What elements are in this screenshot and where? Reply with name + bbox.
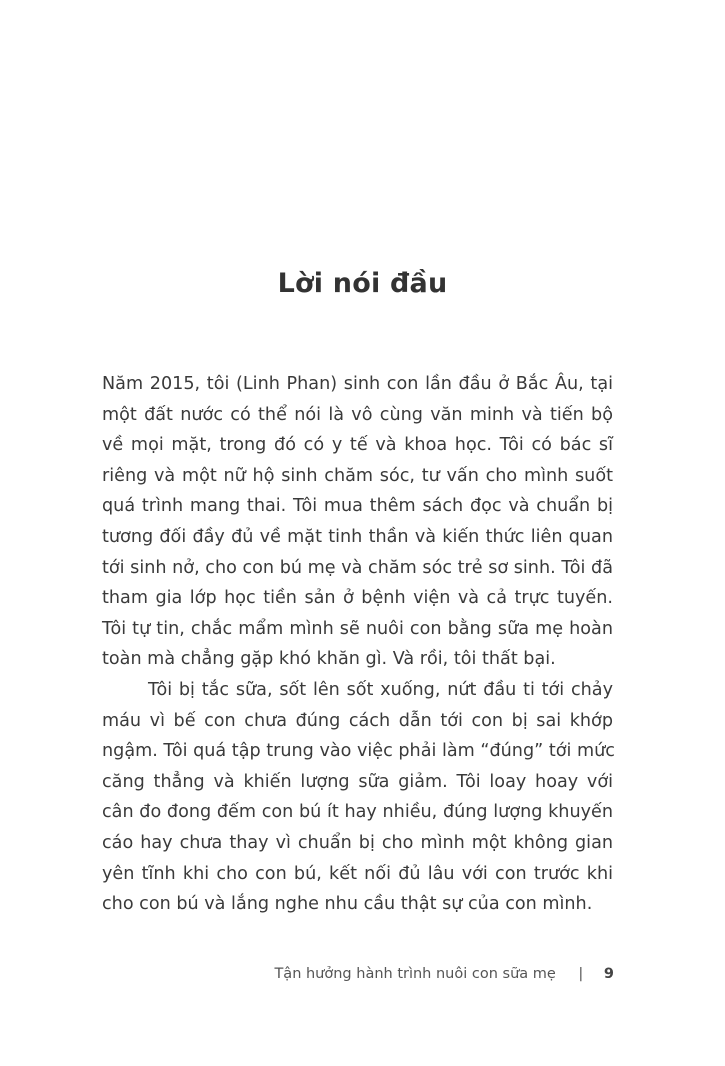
text-line: yên tĩnh khi cho con bú, kết nối đủ lâu với con trước khi: [102, 863, 613, 884]
text-line: tham gia lớp học tiền sản ở bệnh viện và cả trực tuyến.: [102, 588, 613, 609]
text-line: cáo hay chưa thay vì chuẩn bị cho mình một không gian: [102, 832, 613, 853]
text-line: Tôi bị tắc sữa, sốt lên sốt xuống, nứt đầu ti tới chảy: [148, 679, 613, 700]
text-line: toàn mà chẳng gặp khó khăn gì. Và rồi, tôi thất bại.: [102, 649, 556, 670]
chapter-body: [102, 369, 613, 920]
text-line: căng thẳng và khiến lượng sữa giảm. Tôi loay hoay với: [102, 771, 613, 792]
text-line: cân đo đong đếm con bú ít hay nhiều, đúng lượng khuyến: [102, 802, 613, 823]
text-line: tới sinh nở, cho con bú mẹ và chăm sóc trẻ sơ sinh. Tôi đã: [102, 557, 613, 578]
running-title: Tận hưởng hành trình nuôi con sữa mẹ: [274, 966, 556, 982]
page-footer: [274, 966, 614, 982]
text-line: quá trình mang thai. Tôi mua thêm sách đọc và chuẩn bị: [102, 496, 613, 517]
footer-separator: |: [578, 966, 584, 982]
page-number: 9: [603, 966, 614, 982]
paragraph-2: [102, 675, 613, 920]
chapter-title: Lời nói đầu: [277, 268, 448, 300]
text-line: Năm 2015, tôi (Linh Phan) sinh con lần đầu ở Bắc Âu, tại: [102, 374, 613, 394]
text-line: máu vì bế con chưa đúng cách dẫn tới con bị sai khớp: [102, 710, 613, 731]
text-line: Tôi tự tin, chắc mẩm mình sẽ nuôi con bằng sữa mẹ hoàn: [102, 618, 613, 639]
text-line: ngậm. Tôi quá tập trung vào việc phải làm “đúng” tới mức: [102, 741, 615, 762]
text-line: riêng và một nữ hộ sinh chăm sóc, tư vấn cho mình suốt: [102, 465, 613, 486]
text-line: về mọi mặt, trong đó có y tế và khoa học. Tôi có bác sĩ: [102, 435, 613, 456]
text-line: cho con bú và lắng nghe nhu cầu thật sự của con mình.: [102, 894, 593, 915]
paragraph-1: [102, 369, 613, 675]
text-line: một đất nước có thể nói là vô cùng văn minh và tiến bộ: [102, 404, 613, 425]
text-line: tương đối đầy đủ về mặt tinh thần và kiến thức liên quan: [102, 526, 613, 547]
